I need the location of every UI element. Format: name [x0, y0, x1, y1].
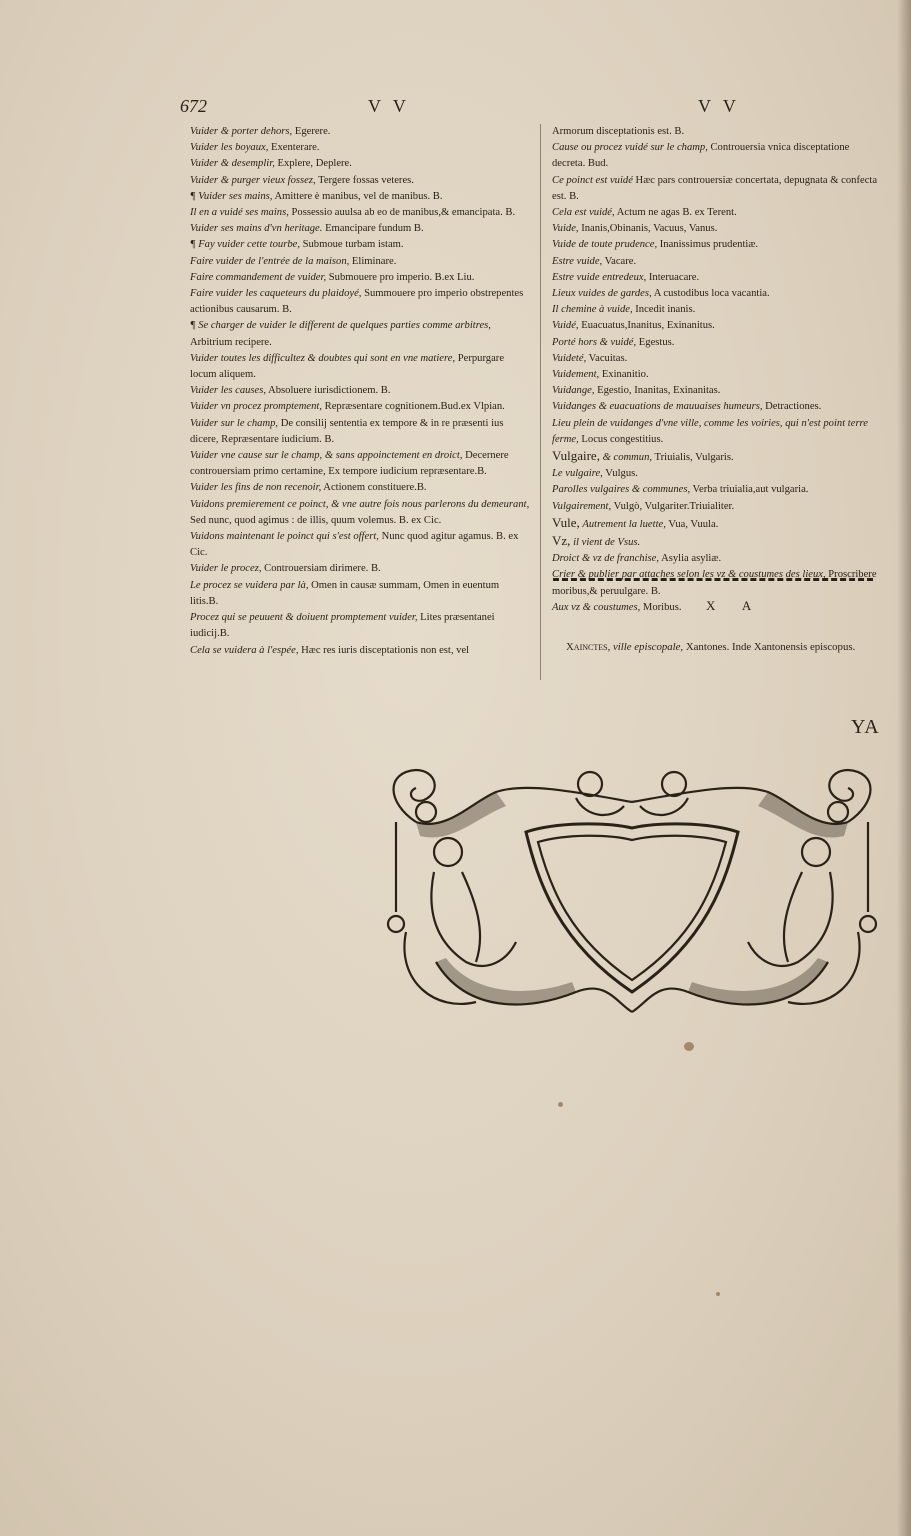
entry-latin: Sed nunc, quod agimus : de illis, quum volemus. B. ex Cic. — [190, 514, 442, 526]
entry-french-gloss: Autrement la luette, — [582, 518, 666, 530]
entry-latin: Vulgus. — [602, 468, 638, 480]
dictionary-entry — [552, 482, 882, 498]
entry-french: Vuider ses mains d'vn heritage. — [190, 223, 323, 235]
dictionary-entry — [190, 140, 530, 156]
dictionary-entry — [552, 205, 882, 221]
dictionary-entry — [552, 383, 882, 399]
entry-latin: Explere, Deplere. — [274, 158, 352, 170]
right-column — [552, 124, 882, 616]
entry-latin: Submoue turbam istam. — [299, 239, 404, 251]
dictionary-entry — [190, 448, 530, 480]
dictionary-entry — [552, 221, 882, 237]
entry-latin: De consilij sententia ex tempore & in re præsenti ius dicere, Repræsentare iudicium. B. — [190, 417, 504, 445]
entry-french: Vuider vne cause sur le champ, & sans appoinctement en droict, — [190, 450, 463, 462]
entry-french: ¶ Fay vuider cette tourbe, — [190, 239, 300, 251]
entry-latin: Perpurgare locum aliquem. — [190, 352, 505, 381]
entry-latin: Moribus. — [640, 601, 682, 613]
entry-french: Vulgairement, — [552, 500, 612, 512]
dictionary-entry — [552, 533, 882, 551]
dictionary-entry — [190, 237, 530, 253]
dictionary-entry — [190, 318, 530, 350]
entry-french: Vz, — [552, 533, 571, 549]
entry-latin: Emancipare fundum B. — [322, 223, 424, 235]
entry-latin: Proscribere moribus,& peruulgare. B. — [552, 569, 877, 597]
entry-french: Vuideté, — [552, 352, 587, 364]
entry-latin: Egerere. — [292, 126, 331, 137]
dictionary-entry — [552, 124, 882, 140]
entry-french: Vuider sur le champ, — [190, 417, 279, 429]
entry-french: Vuide, — [552, 223, 579, 235]
entry-french: Faire vuider les caqueteurs du plaidoyé, — [190, 288, 362, 300]
entry-latin: Interuacare. — [646, 271, 700, 283]
entry-french: Vuidé, — [552, 320, 579, 332]
entry-french: Aux vz & coustumes, — [552, 601, 641, 613]
dictionary-entry — [552, 173, 882, 205]
entry-latin: Inanis,Obinanis, Vacuus, Vanus. — [578, 223, 718, 235]
entry-latin: Egestio, Inanitas, Exinanitas. — [594, 385, 721, 397]
entry-latin: Triuialis, Vulgaris. — [652, 452, 734, 464]
dictionary-entry — [552, 448, 882, 466]
entry-french: ville episcopale, — [610, 640, 684, 653]
entry-french: Il en a vuidé ses mains, — [190, 207, 289, 219]
section-entry — [566, 639, 882, 655]
entry-latin: Incedit inanis. — [632, 304, 696, 316]
dictionary-entry — [552, 140, 882, 172]
entry-latin: Asylia asyliæ. — [659, 553, 722, 565]
running-head-right: V V — [698, 96, 740, 116]
entry-french: ¶ Vuider ses mains, — [190, 190, 273, 202]
woodcut-ornament-icon — [376, 762, 888, 1020]
dictionary-entry — [190, 643, 530, 659]
entry-french: Lieux vuides de gardes, — [552, 288, 652, 300]
entry-latin: Xantones. Inde Xantonensis episcopus. — [683, 640, 856, 653]
entry-french: Vuider le procez, — [190, 563, 262, 575]
dictionary-entry — [190, 578, 530, 610]
dictionary-entry — [190, 254, 530, 270]
dictionary-entry — [552, 286, 882, 302]
entry-latin: Vacare. — [602, 255, 637, 267]
entry-latin: Egestus. — [636, 336, 675, 348]
page-edge-shadow — [897, 0, 911, 1536]
entry-french: Vuidons maintenant le poinct qui s'est offert, — [190, 531, 379, 543]
entry-latin: Decernere controuersiam primo certamine, Ex tempore iudicium repræsentare.B. — [190, 450, 509, 478]
entry-french: Vuider & desemplir, — [190, 158, 275, 170]
entry-latin: Exenterare. — [268, 142, 320, 154]
entry-latin: Detractiones. — [762, 401, 822, 413]
entry-head: Xainctes, — [566, 640, 611, 653]
dictionary-entry — [190, 270, 530, 286]
entry-french: Vuider vn procez promptement, — [190, 401, 322, 413]
page-header — [0, 96, 911, 126]
entry-latin: Armorum disceptationis est. B. — [552, 126, 685, 137]
entry-french: Vulgaire, — [552, 448, 600, 464]
entry-french: Droict & vz de franchise, — [552, 553, 659, 565]
entry-french: Vuider les fins de non recenoir, — [190, 482, 322, 494]
entry-french: Cause ou procez vuidé sur le champ, — [552, 142, 708, 154]
entry-french: Vuider les causes, — [190, 385, 267, 397]
dictionary-entry — [190, 610, 530, 642]
entry-french: Cela est vuidé, — [552, 207, 615, 219]
entry-french: Vuidanges & euacuations de mauuaises humeurs, — [552, 401, 763, 413]
foxing-spot — [558, 1102, 563, 1107]
entry-french: Vuidement, — [552, 369, 600, 381]
dictionary-entry — [552, 367, 882, 383]
dictionary-entry — [190, 497, 530, 529]
entry-french-gloss: il vient de Vsus. — [573, 537, 641, 549]
entry-french: Estre vuide entredeux, — [552, 271, 647, 283]
entry-french: Parolles vulgaires & communes, — [552, 484, 691, 496]
entry-latin: Eliminare. — [349, 255, 397, 267]
dictionary-entry — [190, 189, 530, 205]
entry-french: Faire commandement de vuider, — [190, 271, 327, 283]
entry-latin: Vua, Vuula. — [665, 518, 719, 530]
dictionary-entry — [552, 466, 882, 482]
entry-latin: Submouere pro imperio. B.ex Liu. — [326, 271, 475, 283]
running-head-left: V V — [368, 96, 410, 116]
catchword: YA — [851, 716, 880, 738]
entry-latin: A custodibus loca vacantia. — [651, 288, 770, 300]
entry-latin: Verba triuialia,aut vulgaria. — [690, 484, 809, 496]
entry-french: Ce poinct est vuidé — [552, 174, 633, 186]
entry-french: Vuider & purger vieux fossez, — [190, 174, 316, 186]
entry-latin: Lites præsentanei iudicij.B. — [190, 612, 495, 640]
dictionary-entry — [552, 551, 882, 567]
entry-french: Cela se vuidera à l'espée, — [190, 644, 299, 656]
dictionary-entry — [190, 416, 530, 448]
dictionary-entry — [552, 335, 882, 351]
entry-latin: Absoluere iurisdictionem. B. — [266, 385, 391, 397]
dictionary-entry — [552, 416, 882, 448]
entry-french: Vule, — [552, 514, 580, 530]
dictionary-entry — [190, 399, 530, 415]
entry-latin: Summouere pro imperio obstrepentes actionibus causarum. B. — [190, 288, 524, 316]
entry-latin: Controuersia vnica disceptatione decreta. Bud. — [552, 142, 850, 170]
dictionary-entry — [190, 286, 530, 318]
entry-latin: Nunc quod agitur agamus. B. ex Cic. — [190, 531, 519, 559]
dictionary-entry — [552, 351, 882, 367]
dictionary-entry — [552, 237, 882, 253]
entry-latin: Locus congestitius. — [578, 433, 664, 445]
page-number: 672 — [180, 96, 207, 116]
entry-latin: Omen in causæ summam, Omen in euentum litis.B. — [190, 579, 500, 607]
dictionary-entry — [190, 173, 530, 189]
entry-french: Porté hors & vuidé, — [552, 336, 637, 348]
entry-latin: Exinanitio. — [599, 369, 649, 381]
dictionary-entry — [190, 480, 530, 496]
dictionary-entry — [190, 383, 530, 399]
entry-french: Vuider toutes les difficultez & doubtes qui sont en vne matiere, — [190, 352, 456, 364]
dictionary-entry — [190, 205, 530, 221]
entry-latin: Actionem constituere.B. — [321, 482, 427, 494]
section-separator — [553, 578, 873, 581]
dictionary-entry — [552, 270, 882, 286]
left-column — [190, 124, 530, 659]
entry-french: Faire vuider de l'entrée de la maison, — [190, 255, 350, 267]
entry-latin: Actum ne agas B. ex Terent. — [614, 207, 737, 219]
entry-latin: Euacuatus,Inanitus, Exinanitus. — [578, 320, 715, 332]
entry-latin: Repræsentare cognitionem.Bud.ex Vlpian. — [322, 401, 505, 413]
dictionary-entry — [190, 529, 530, 561]
dictionary-entry — [552, 399, 882, 415]
dictionary-entry — [552, 499, 882, 515]
entry-latin: Tergere fossas veteres. — [315, 174, 414, 186]
entry-latin: Possessio auulsa ab eo de manibus,& emancipata. B. — [288, 207, 516, 219]
dictionary-entry — [552, 318, 882, 334]
entry-french: Vuidange, — [552, 385, 595, 397]
dictionary-entry — [552, 302, 882, 318]
dictionary-entry — [190, 221, 530, 237]
entry-latin: Vulgò, Vulgariter.Triuialiter. — [611, 500, 735, 512]
dictionary-entry — [552, 515, 882, 533]
entry-french: Le vulgaire, — [552, 468, 603, 480]
dictionary-entry — [190, 156, 530, 172]
entry-latin: Amittere è manibus, vel de manibus. B. — [272, 190, 443, 202]
entry-french: Vuider & porter dehors, — [190, 126, 293, 137]
entry-latin: Controuersiam dirimere. B. — [261, 563, 381, 575]
entry-latin: Hæc res iuris disceptationis non est, vel — [298, 644, 470, 656]
dictionary-entry — [190, 561, 530, 577]
column-rule — [540, 124, 541, 680]
entry-french: Lieu plein de vuidanges d'vne ville, comme les voiries, qui n'est point terre ferme, — [552, 417, 868, 445]
entry-french: Crier & publier par attaches selon les vz & coustumes des lieux, — [552, 569, 826, 581]
dictionary-entry — [190, 351, 530, 383]
dictionary-entry — [552, 254, 882, 270]
entry-french: Procez qui se peuuent & doiuent promptement vuider, — [190, 612, 418, 624]
entry-latin: Hæc pars controuersiæ concertata, depugnata & confecta est. B. — [552, 174, 878, 202]
entry-french: Vuidons premierement ce poinct, & vne autre fois nous parlerons du demeurant, — [190, 498, 530, 510]
entry-french: Le procez se vuidera par là, — [190, 579, 309, 591]
entry-french: Vuider les boyaux, — [190, 142, 269, 154]
foxing-spot — [684, 1042, 694, 1051]
entry-french: ¶ Se charger de vuider le different de quelques parties comme arbitres, — [190, 320, 491, 332]
entry-latin: Inanissimus prudentiæ. — [657, 239, 759, 251]
entry-french: Il chemine à vuide, — [552, 304, 633, 316]
section-heading: X A — [706, 598, 764, 613]
entry-latin: Arbitrium recipere. — [190, 336, 272, 348]
entry-latin: Vacuitas. — [586, 352, 628, 364]
dictionary-entry — [552, 567, 882, 599]
entry-french: Vuide de toute prudence, — [552, 239, 658, 251]
dictionary-entry — [190, 124, 530, 140]
foxing-spot — [716, 1292, 720, 1296]
entry-french: Estre vuide, — [552, 255, 603, 267]
entry-french-gloss: & commun, — [602, 452, 653, 464]
